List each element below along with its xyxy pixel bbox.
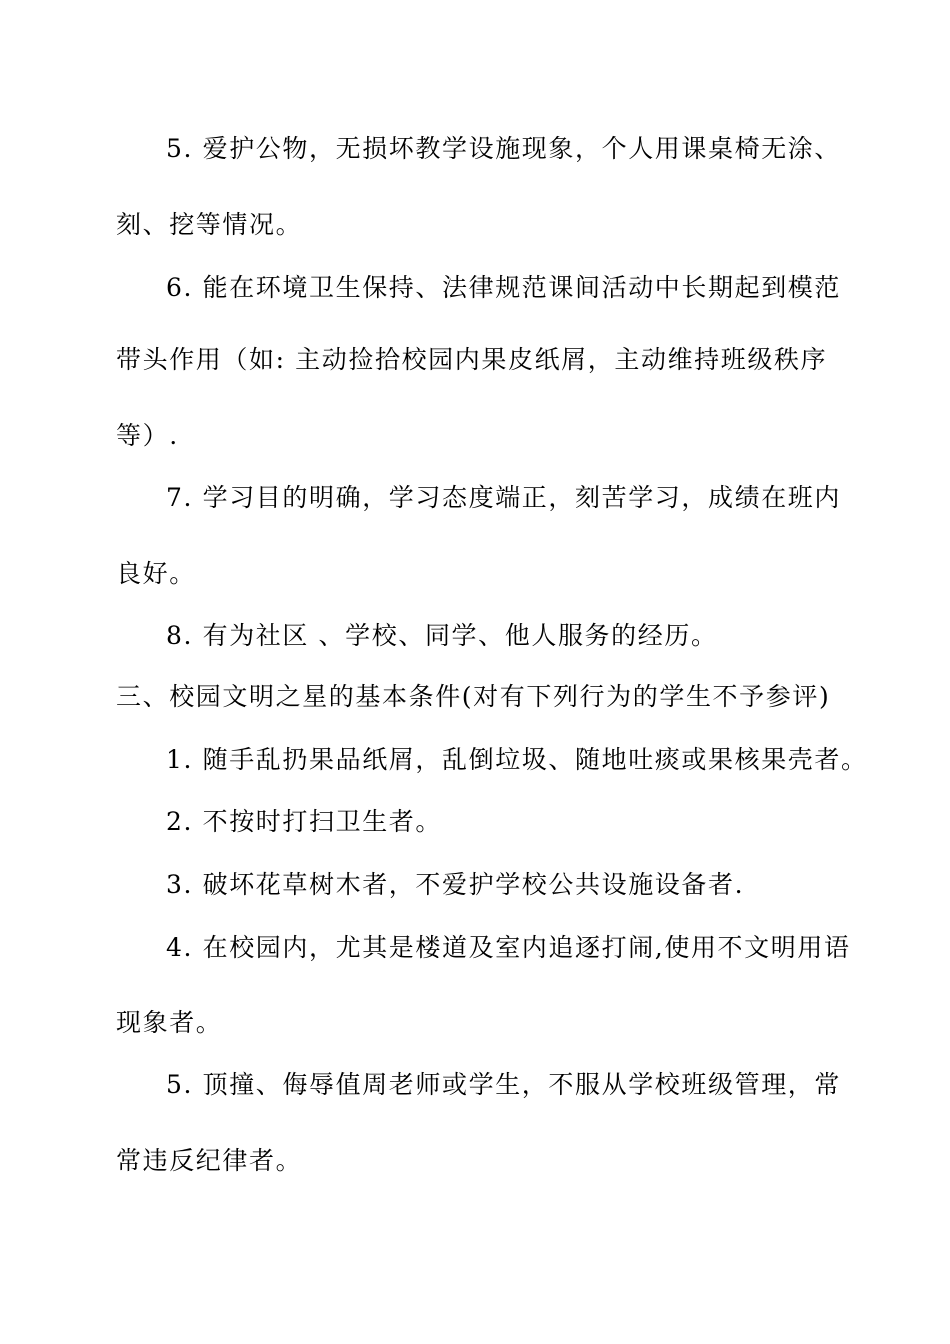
rule-1: 1. 随手乱扔果品纸屑，乱倒垃圾、随地吐痰或果核果壳者。 — [166, 745, 868, 774]
item-7-line-1: 7. 学习目的明确，学习态度端正，刻苦学习，成绩在班内 — [166, 483, 842, 512]
rule-4-line-2: 现象者。 — [116, 1008, 223, 1037]
item-6-line-3: 等）. — [116, 421, 179, 450]
item-5-line-2: 刻、挖等情况。 — [116, 210, 303, 239]
item-8-line-1: 8. 有为社区 、学校、同学、他人服务的经历。 — [166, 621, 718, 650]
rule-2: 2. 不按时打扫卫生者。 — [166, 807, 443, 836]
rule-4-line-1: 4. 在校园内，尤其是楼道及室内追逐打闹,使用不文明用语 — [166, 933, 851, 962]
rule-5-line-1: 5. 顶撞、侮辱值周老师或学生，不服从学校班级管理，常 — [166, 1070, 842, 1099]
item-6-line-1: 6. 能在环境卫生保持、法律规范课间活动中长期起到模范 — [166, 273, 842, 302]
item-7-line-2: 良好。 — [116, 559, 196, 588]
section-3-heading: 三、校园文明之星的基本条件(对有下列行为的学生不予参评) — [116, 682, 831, 711]
rule-5-line-2: 常违反纪律者。 — [116, 1146, 303, 1175]
item-5-line-1: 5. 爱护公物，无损坏教学设施现象，个人用课桌椅无涂、 — [166, 134, 842, 163]
rule-3: 3. 破坏花草树木者，不爱护学校公共设施设备者. — [166, 870, 745, 899]
item-6-line-2: 带头作用（如: 主动捡拾校园内果皮纸屑，主动维持班级秩序 — [116, 345, 828, 374]
